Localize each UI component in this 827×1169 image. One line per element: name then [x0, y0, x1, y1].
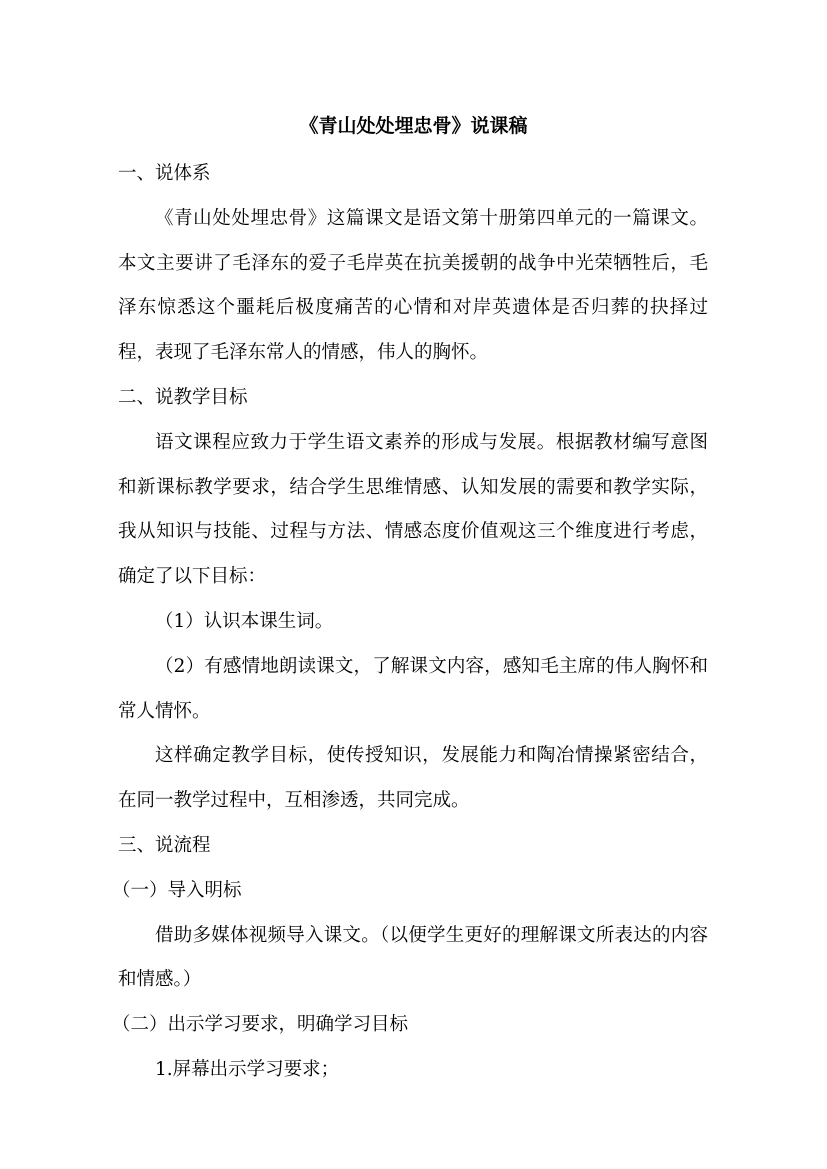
paragraph-goals-summary: 这样确定教学目标，使传授知识，发展能力和陶冶情操紧密结合，在同一教学过程中，互相渗透，共同完成。 [118, 745, 708, 812]
section-heading-teaching-goals: 二、说教学目标 [118, 386, 248, 408]
section-heading-process: 三、说流程 [118, 834, 211, 856]
step-heading-introduction: （一）导入明标 [112, 879, 242, 901]
document-title: 《青山处处埋忠骨》说课稿 [299, 115, 528, 137]
goal-item-2: （2）有感情地朗读课文，了解课文内容，感知毛主席的伟人胸怀和常人情怀。 [118, 655, 708, 722]
section-heading-system: 一、说体系 [118, 163, 211, 184]
list-item-requirement-1: 1.屏幕出示学习要求； [155, 1058, 340, 1080]
document-body [112, 152, 708, 1093]
paragraph-teaching-goals: 语文课程应致力于学生语文素养的形成与发展。根据教材编写意图和新课标教学要求，结合学生思维情感、认知发展的需要和教学实际，我从知识与技能、过程与方法、情感态度价值观这三个维度进行考虑，确定了以下目标： [118, 431, 708, 588]
paragraph-introduction: 借助多媒体视频导入课文。（以便学生更好的理解课文所表达的内容和情感。） [118, 924, 708, 991]
step-heading-learning-requirements: （二）出示学习要求，明确学习目标 [112, 1014, 409, 1036]
goal-item-1: （1）认识本课生词。 [155, 610, 334, 632]
paragraph-system: 《青山处处埋忠骨》这篇课文是语文第十册第四单元的一篇课文。本文主要讲了毛泽东的爱子毛岸英在抗美援朝的战争中光荣牺牲后，毛泽东惊悉这个噩耗后极度痛苦的心情和对岸英遗体是否归葬的抉择过程，表现了毛泽东常人的情感，伟人的胸怀。 [118, 207, 708, 364]
